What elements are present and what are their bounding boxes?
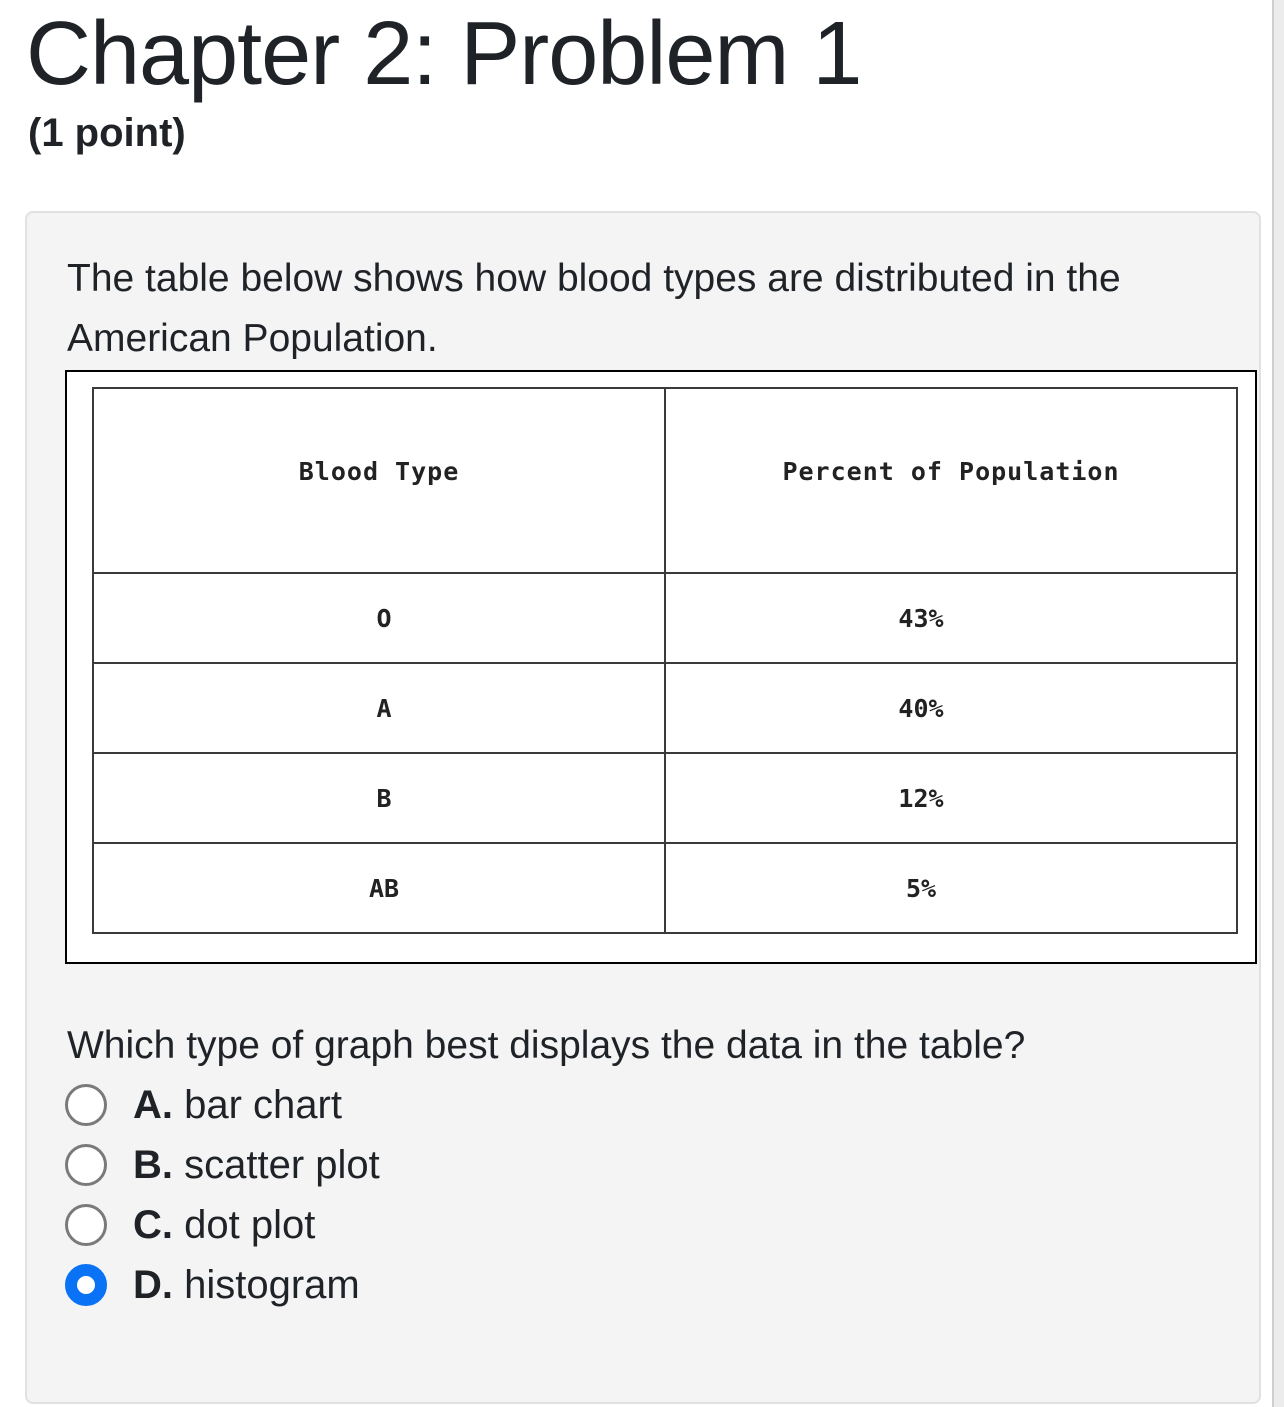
choice-d-letter: D.	[133, 1263, 173, 1307]
table-row	[93, 843, 1237, 933]
table-row	[93, 753, 1237, 843]
problem-statement: The table below shows how blood types are distributed in the American Population.	[67, 257, 1121, 360]
choice-c-text: dot plot	[184, 1203, 316, 1247]
table-header-blood-type: Blood Type	[93, 388, 665, 573]
choice-d[interactable]	[65, 1255, 380, 1315]
choice-a-text: bar chart	[184, 1083, 342, 1127]
table-cell-blood-type: O	[93, 573, 665, 663]
choice-d-label[interactable]	[133, 1255, 360, 1315]
table-cell-percent: 12%	[665, 753, 1237, 843]
choice-a[interactable]	[65, 1075, 380, 1135]
table-header-percent: Percent of Population	[665, 388, 1237, 573]
table-header-row	[93, 388, 1237, 573]
radio-button-c[interactable]	[65, 1204, 107, 1246]
table-cell-percent: 43%	[665, 573, 1237, 663]
choice-b-label[interactable]	[133, 1135, 380, 1195]
radio-button-a[interactable]	[65, 1084, 107, 1126]
blood-type-table	[92, 387, 1238, 934]
choice-b-letter: B.	[133, 1143, 173, 1187]
table-cell-blood-type: A	[93, 663, 665, 753]
choice-c[interactable]	[65, 1195, 380, 1255]
choice-c-label[interactable]	[133, 1195, 315, 1255]
table-image-frame	[65, 370, 1257, 964]
question-text: Which type of graph best displays the data in the table?	[67, 1024, 1026, 1067]
page-title: Chapter 2: Problem 1	[26, 4, 862, 104]
points-label: (1 point)	[28, 111, 186, 155]
choice-a-label[interactable]	[133, 1075, 342, 1135]
choice-d-text: histogram	[184, 1263, 360, 1307]
choice-c-letter: C.	[133, 1203, 173, 1247]
choice-a-letter: A.	[133, 1083, 173, 1127]
table-cell-percent: 5%	[665, 843, 1237, 933]
table-cell-blood-type: AB	[93, 843, 665, 933]
scrollbar-edge[interactable]	[1272, 0, 1284, 1407]
radio-button-b[interactable]	[65, 1144, 107, 1186]
answer-choices	[65, 1075, 380, 1315]
choice-b-text: scatter plot	[184, 1143, 380, 1187]
table-row	[93, 573, 1237, 663]
radio-button-d[interactable]	[65, 1264, 107, 1306]
problem-container	[25, 211, 1261, 1404]
table-cell-percent: 40%	[665, 663, 1237, 753]
table-cell-blood-type: B	[93, 753, 665, 843]
table-row	[93, 663, 1237, 753]
choice-b[interactable]	[65, 1135, 380, 1195]
